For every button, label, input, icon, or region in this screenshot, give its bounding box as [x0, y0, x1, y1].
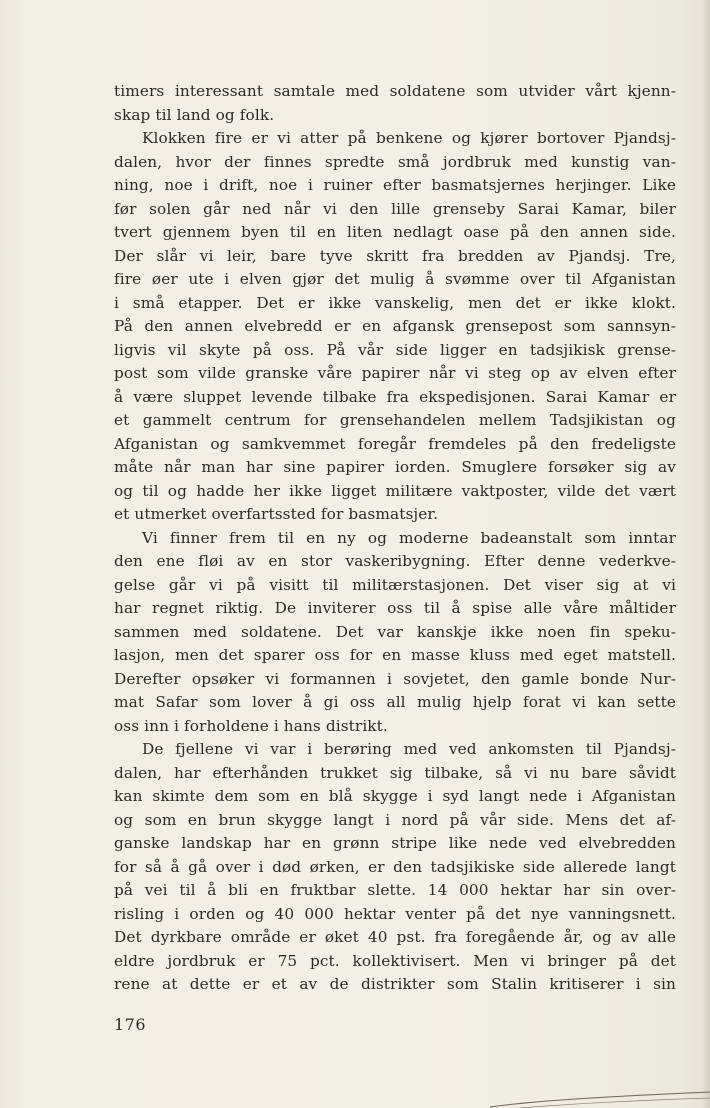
- text-line: Det dyrkbare område er øket 40 pst. fra foregående år, og av alle: [114, 928, 676, 946]
- text-line: oss inn i forholdene i hans distrikt.: [114, 716, 388, 735]
- text-line: for så å gå over i død ørken, er den tadsjikiske side allerede langt: [114, 857, 676, 876]
- page-curl-decoration: [480, 1078, 710, 1108]
- text-line: rene at dette er et av de distrikter som Stalin kritiserer i sin: [114, 975, 676, 993]
- text-line: gelse går vi på visitt til militærstasjonen. Det viser sig at vi: [114, 575, 676, 594]
- text-line: og som en brun skygge langt i nord på vår side. Mens det af-: [114, 810, 676, 829]
- text-line: har regnet riktig. De inviterer oss til å spise alle våre måltider: [114, 599, 676, 617]
- text-line: Vi finner frem til en ny og moderne badeanstalt som inntar: [142, 528, 676, 547]
- text-line: kan skimte dem som en blå skygge i syd langt nede i Afganistan: [114, 787, 676, 805]
- text-line: å være sluppet levende tilbake fra ekspedisjonen. Sarai Kamar er: [114, 387, 676, 406]
- text-line: timers interessant samtale med soldatene som utvider vårt kjenn-: [114, 82, 676, 100]
- text-line: et utmerket overfartssted for basmatsjer.: [114, 505, 439, 523]
- text-line: måte når man har sine papirer iorden. Smuglere forsøker sig av: [114, 458, 676, 476]
- text-line: skap til land og folk.: [114, 105, 275, 124]
- text-line: dalen, har efterhånden trukket sig tilbake, så vi nu bare såvidt: [114, 763, 676, 782]
- text-line: før solen går ned når vi den lille grenseby Sarai Kamar, biler: [114, 199, 676, 218]
- text-line: tvert gjennem byen til en liten nedlagt oase på den annen side.: [114, 223, 676, 241]
- text-line: Der slår vi leir, bare tyve skritt fra bredden av Pjandsj. Tre,: [114, 246, 676, 265]
- text-line: ligvis vil skyte på oss. På vår side ligger en tadsjikisk grense-: [114, 340, 676, 359]
- text-line: På den annen elvebredd er en afgansk grensepost som sannsyn-: [114, 317, 676, 335]
- text-line: De fjellene vi var i berøring med ved ankomsten til Pjandsj-: [142, 740, 676, 758]
- text-line: fire øer ute i elven gjør det mulig å svømme over til Afganistan: [114, 270, 676, 288]
- text-line: den ene fløi av en stor vaskeribygning. Efter denne vederkve-: [114, 552, 676, 570]
- text-line: dalen, hvor der finnes spredte små jordbruk med kunstig van-: [114, 152, 676, 171]
- text-line: ganske landskap har en grønn stripe like nede ved elvebredden: [114, 834, 676, 852]
- text-line: et gammelt centrum for grensehandelen mellem Tadsjikistan og: [114, 411, 676, 429]
- text-line: lasjon, men det sparer oss for en masse kluss med eget matstell.: [114, 646, 676, 664]
- text-line: på vei til å bli en fruktbar slette. 14 000 hektar har sin over-: [114, 881, 676, 899]
- text-line: eldre jordbruk er 75 pct. kollektivisert. Men vi bringer på det: [114, 951, 676, 970]
- text-line: og til og hadde her ikke ligget militære vaktposter, vilde det vært: [114, 481, 676, 500]
- text-line: i små etapper. Det er ikke vanskelig, men det er ikke klokt.: [114, 293, 676, 312]
- text-line: Afganistan og samkvemmet foregår fremdeles på den fredeligste: [114, 434, 676, 453]
- text-line: mat Safar som lover å gi oss all mulig hjelp forat vi kan sette: [114, 693, 676, 711]
- text-line: sammen med soldatene. Det var kanskje ikke noen fin speku-: [114, 622, 676, 641]
- text-line: post som vilde granske våre papirer når vi steg op av elven efter: [114, 364, 676, 382]
- page-edge-shadow: [702, 0, 710, 1108]
- text-line: ning, noe i drift, noe i ruiner efter basmatsjernes herjinger. Like: [114, 176, 676, 194]
- page-number: 176: [114, 1015, 147, 1034]
- text-line: risling i orden og 40 000 hektar venter på det nye vanningsnett.: [114, 904, 676, 923]
- body-text: [114, 80, 676, 997]
- text-line: Derefter opsøker vi formannen i sovjetet, den gamle bonde Nur-: [114, 669, 676, 688]
- text-line: Klokken fire er vi atter på benkene og kjører bortover Pjandsj-: [142, 129, 676, 147]
